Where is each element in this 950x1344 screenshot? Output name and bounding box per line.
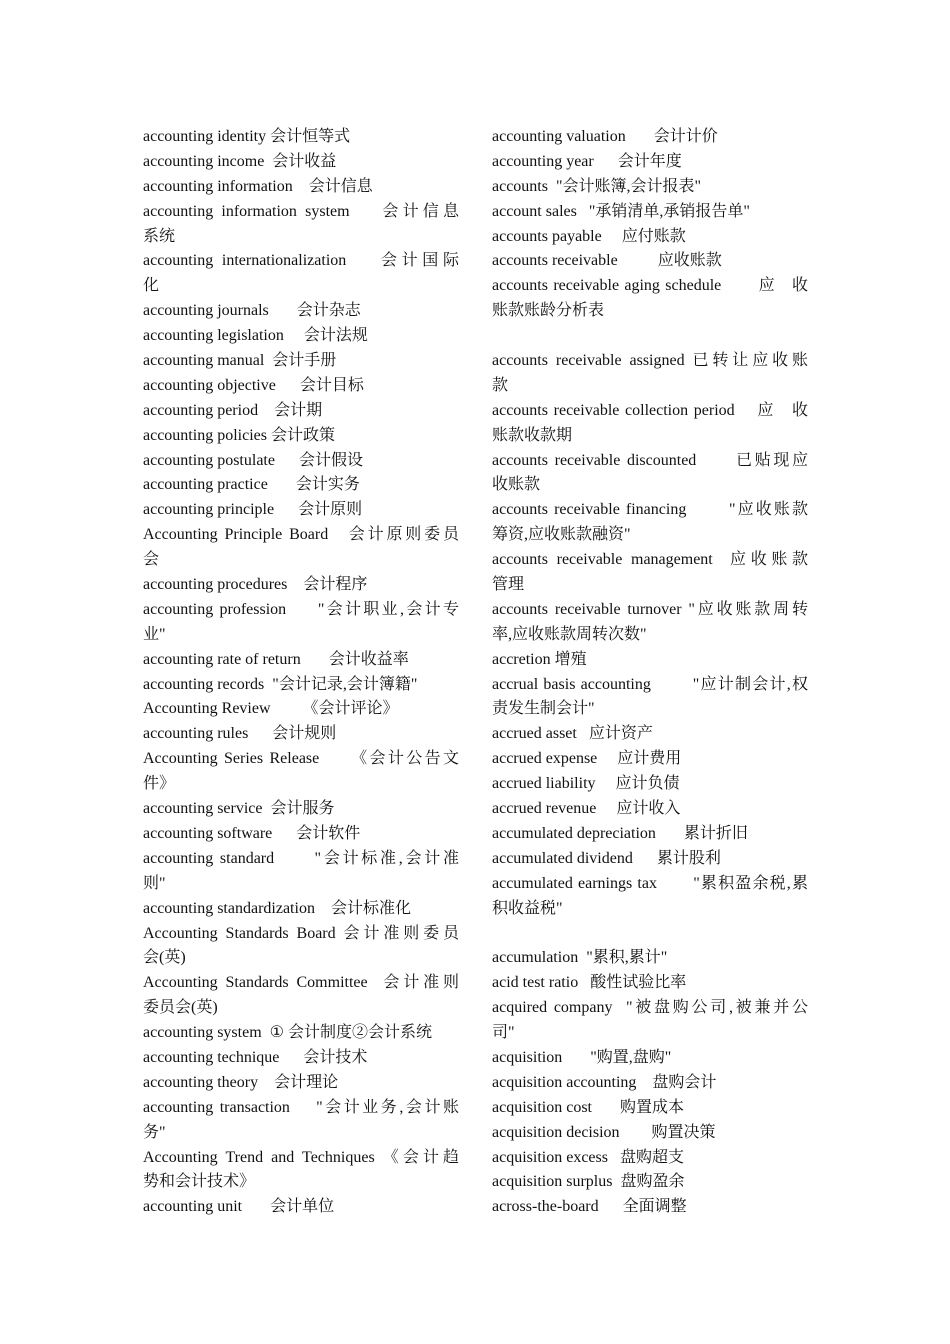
glossary-line: Accounting Review 《会计评论》 (143, 700, 399, 718)
glossary-line: accounting system ① 会计制度②会计系统 (143, 1024, 432, 1042)
glossary-line: accrued liability 应计负债 (492, 775, 680, 793)
glossary-line: accrual basis accounting "应计制会计,权 (492, 675, 808, 693)
glossary-line: accounting theory 会计理论 (143, 1073, 339, 1091)
glossary-line: accounts receivable management 应收账款 (492, 551, 808, 569)
glossary-line: accounting objective 会计目标 (143, 376, 364, 394)
glossary-line: Accounting Standards Board 会计准则委员 (143, 924, 459, 942)
glossary-line: accounting postulate 会计假设 (143, 451, 363, 469)
glossary-line: 账款账龄分析表 (492, 302, 605, 320)
glossary-line: 账款收款期 (492, 426, 573, 444)
glossary-line: acid test ratio 酸性试验比率 (492, 974, 687, 992)
glossary-line: accounting information 会计信息 (143, 177, 373, 195)
glossary-line: accounting principle 会计原则 (143, 501, 363, 519)
glossary-line: accounting standardization 会计标准化 (143, 899, 411, 917)
glossary-line: 件》 (143, 775, 176, 793)
glossary-line: acquisition "购置,盘购" (492, 1048, 672, 1066)
right-column (492, 125, 808, 1220)
glossary-line: accounts "会计账簿,会计报表" (492, 177, 702, 195)
glossary-line: accounting information system 会计信息 (143, 202, 459, 220)
glossary-line: across-the-board 全面调整 (492, 1198, 687, 1216)
glossary-line: accounting software 会计软件 (143, 824, 361, 842)
glossary-line: accumulation "累积,累计" (492, 949, 668, 967)
glossary-line: accounting year 会计年度 (492, 152, 682, 170)
glossary-line: 司" (492, 1024, 515, 1042)
glossary-line: accounting profession "会计职业,会计专 (143, 600, 459, 618)
glossary-line: accounts receivable financing "应收账款 (492, 501, 808, 519)
glossary-line: 委员会(英) (143, 999, 218, 1017)
glossary-line: accumulated earnings tax "累积盈余税,累 (492, 874, 808, 892)
glossary-line (492, 922, 808, 947)
glossary-line: accounting rate of return 会计收益率 (143, 650, 409, 668)
glossary-line (492, 324, 808, 349)
glossary-line: acquisition decision 购置决策 (492, 1123, 716, 1141)
glossary-line: accounting rules 会计规则 (143, 725, 337, 743)
glossary-line: Accounting Series Release 《会计公告文 (143, 750, 459, 768)
glossary-line: accounting policies 会计政策 (143, 426, 335, 444)
glossary-line: accounts receivable collection period 应 收 (492, 401, 808, 419)
glossary-line: accounting journals 会计杂志 (143, 302, 361, 320)
glossary-line: accounts receivable turnover "应收账款周转 (492, 600, 808, 618)
glossary-line: 系统 (143, 227, 176, 245)
left-column (143, 125, 459, 1220)
glossary-line: account sales "承销清单,承销报告单" (492, 202, 750, 220)
glossary-line: Accounting Trend and Techniques 《会计趋 (143, 1148, 459, 1166)
glossary-line: 会 (143, 551, 160, 569)
glossary-line: accounting legislation 会计法规 (143, 327, 368, 345)
glossary-line: accounting technique 会计技术 (143, 1048, 368, 1066)
glossary-line: accounts receivable 应收账款 (492, 252, 722, 270)
glossary-line: accretion 增殖 (492, 650, 587, 668)
glossary-line: accounting practice 会计实务 (143, 476, 360, 494)
glossary-line: 会(英) (143, 949, 186, 967)
glossary-line: acquisition surplus 盘购盈余 (492, 1173, 685, 1191)
glossary-line: accounting valuation 会计计价 (492, 128, 718, 145)
glossary-line: accounting standard "会计标准,会计准 (143, 849, 459, 867)
glossary-line: accounts payable 应付账款 (492, 227, 686, 245)
glossary-line: accounting internationalization 会计国际 (143, 252, 459, 270)
glossary-line: accounting income 会计收益 (143, 152, 337, 170)
glossary-line: accounts receivable discounted 已贴现应 (492, 451, 808, 469)
glossary-line: 收账款 (492, 476, 541, 494)
glossary-line: accumulated depreciation 累计折旧 (492, 824, 748, 842)
glossary-line: 积收益税" (492, 899, 563, 917)
glossary-line: accounts receivable assigned 已转让应收账 (492, 352, 808, 370)
glossary-line: 款 (492, 376, 509, 394)
glossary-line: accounting service 会计服务 (143, 800, 335, 818)
glossary-line: accounting procedures 会计程序 (143, 576, 368, 594)
glossary-line: 务" (143, 1123, 166, 1141)
glossary-line: accounting period 会计期 (143, 401, 323, 419)
glossary-line: Accounting Principle Board 会计原则委员 (143, 526, 459, 544)
glossary-line: accrued asset 应计资产 (492, 725, 653, 743)
glossary-line: accrued revenue 应计收入 (492, 800, 681, 818)
glossary-line: 势和会计技术》 (143, 1173, 256, 1191)
glossary-line: acquisition cost 购置成本 (492, 1098, 684, 1116)
glossary-line: accounting manual 会计手册 (143, 352, 337, 370)
glossary-line: accounting transaction "会计业务,会计账 (143, 1098, 459, 1116)
glossary-line: accounting unit 会计单位 (143, 1198, 335, 1216)
glossary-line: accumulated dividend 累计股利 (492, 849, 721, 867)
glossary-line: 则" (143, 874, 166, 892)
glossary-line: acquired company "被盘购公司,被兼并公 (492, 999, 808, 1017)
glossary-line: acquisition accounting 盘购会计 (492, 1073, 717, 1091)
glossary-line: 化 (143, 277, 160, 295)
glossary-line: accounting records "会计记录,会计簿籍" (143, 675, 418, 693)
glossary-line: 筹资,应收账款融资" (492, 526, 631, 544)
glossary-line: acquisition excess 盘购超支 (492, 1148, 684, 1166)
glossary-line: accrued expense 应计费用 (492, 750, 682, 768)
glossary-line: 责发生制会计" (492, 700, 595, 718)
glossary-line: Accounting Standards Committee 会计准则 (143, 974, 459, 992)
glossary-line: 管理 (492, 576, 525, 594)
glossary-line: 业" (143, 625, 166, 643)
glossary-line: accounts receivable aging schedule 应 收 (492, 277, 808, 295)
glossary-line: 率,应收账款周转次数" (492, 625, 647, 643)
glossary-line: accounting identity 会计恒等式 (143, 128, 351, 145)
